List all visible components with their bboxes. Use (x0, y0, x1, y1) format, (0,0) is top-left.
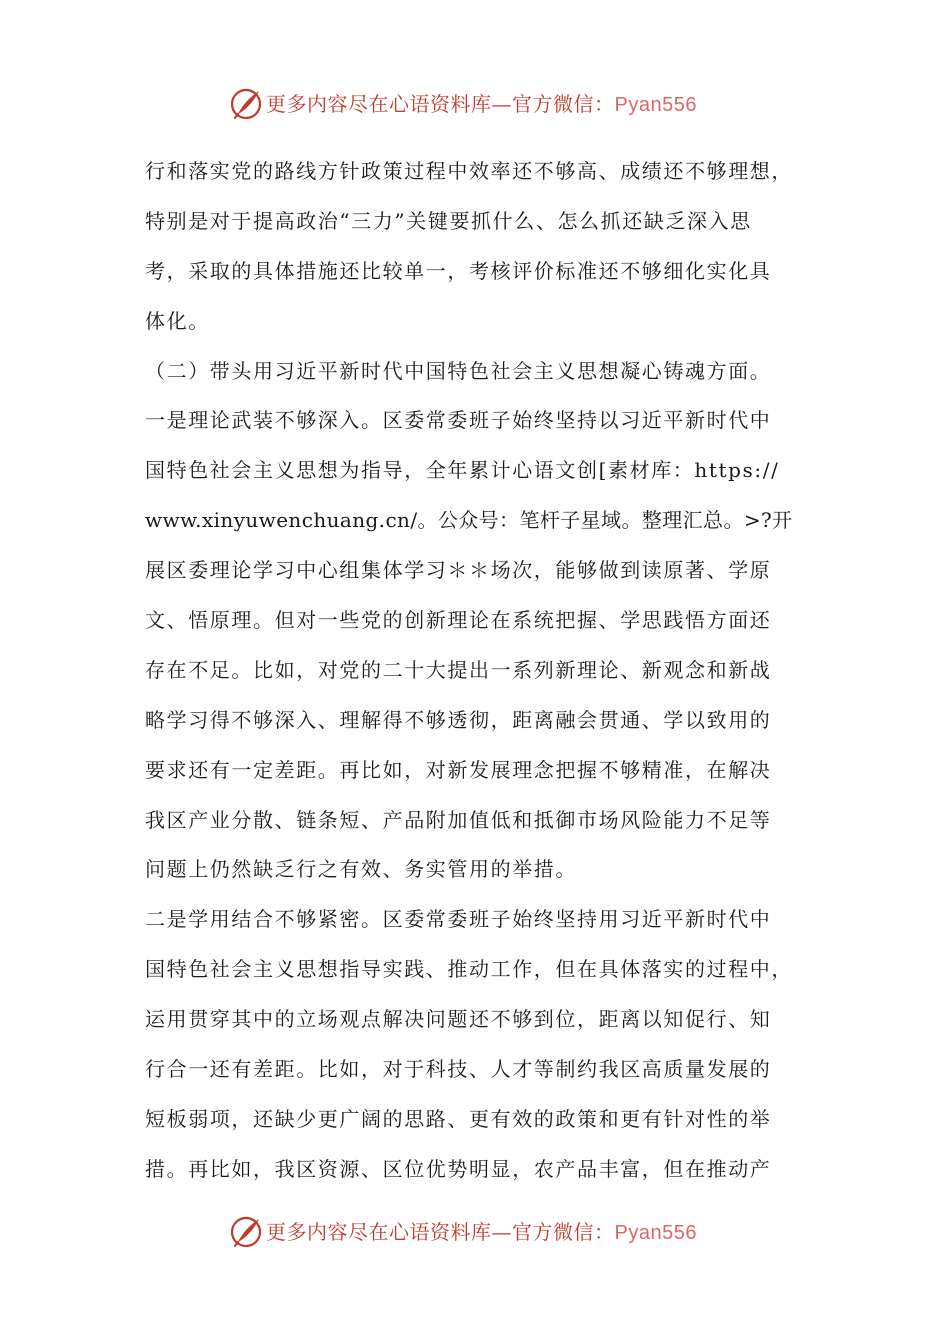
body-line: 我区产业分散、链条短、产品附加值低和抵御市场风险能力不足等 (145, 807, 772, 832)
body-line: 略学习得不够深入、理解得不够透彻，距离融会贯通、学以致用的 (145, 707, 772, 732)
body-line: 行和落实党的路线方针政策过程中效率还不够高、成绩还不够理想， (145, 159, 793, 183)
section-heading: （二）带头用习近平新时代中国特色社会主义思想凝心铸魂方面。 (145, 358, 772, 383)
banner-text (266, 1220, 697, 1245)
body-line: 一是理论武装不够深入。区委常委班子始终坚持以习近平新时代中 (145, 408, 772, 433)
body-line: 体化。 (145, 308, 210, 333)
body-line: 行合一还有差距。比如，对于科技、人才等制约我区高质量发展的 (145, 1057, 772, 1082)
body-line: www.xinyuwenchuang.cn/。公众号：笔杆子星域。整理汇总。>?开 (145, 508, 793, 533)
wechat-id: Pyan556 (614, 94, 697, 116)
document-body (145, 147, 810, 1195)
body-line: 要求还有一定差距。再比如，对新发展理念把握不够精准，在解决 (145, 757, 772, 782)
body-line: 国特色社会主义思想指导实践、推动工作，但在具体落实的过程中， (145, 957, 793, 982)
banner-label: 更多内容尽在心语资料库—官方微信： (266, 1220, 615, 1244)
body-line: 特别是对于提高政治“三力”关键要抓什么、怎么抓还缺乏深入思 (145, 208, 752, 233)
body-line: 二是学用结合不够紧密。区委常委班子始终坚持用习近平新时代中 (145, 907, 772, 932)
footer-banner (0, 1212, 950, 1252)
body-line: 国特色社会主义思想为指导，全年累计心语文创[素材库：https:// (145, 458, 780, 483)
body-line: 考，采取的具体措施还比较单一，考核评价标准还不够细化实化具 (145, 258, 772, 283)
body-line: 运用贯穿其中的立场观点解决问题还不够到位，距离以知促行、知 (145, 1007, 772, 1032)
wechat-id: Pyan556 (614, 1222, 697, 1244)
banner-label: 更多内容尽在心语资料库—官方微信： (266, 92, 615, 116)
quill-pen-icon (229, 1215, 263, 1249)
body-line: 展区委理论学习中心组集体学习＊＊场次，能够做到读原著、学原 (145, 558, 772, 583)
banner-text (266, 92, 697, 117)
body-line: 存在不足。比如，对党的二十大提出一系列新理论、新观念和新战 (145, 657, 772, 682)
body-line: 措。再比如，我区资源、区位优势明显，农产品丰富，但在推动产 (145, 1156, 772, 1181)
body-line: 文、悟原理。但对一些党的创新理论在系统把握、学思践悟方面还 (145, 608, 772, 633)
quill-pen-icon (229, 87, 263, 121)
header-banner (0, 84, 950, 124)
body-line: 短板弱项，还缺少更广阔的思路、更有效的政策和更有针对性的举 (145, 1106, 772, 1131)
body-line: 问题上仍然缺乏行之有效、务实管用的举措。 (145, 857, 577, 882)
